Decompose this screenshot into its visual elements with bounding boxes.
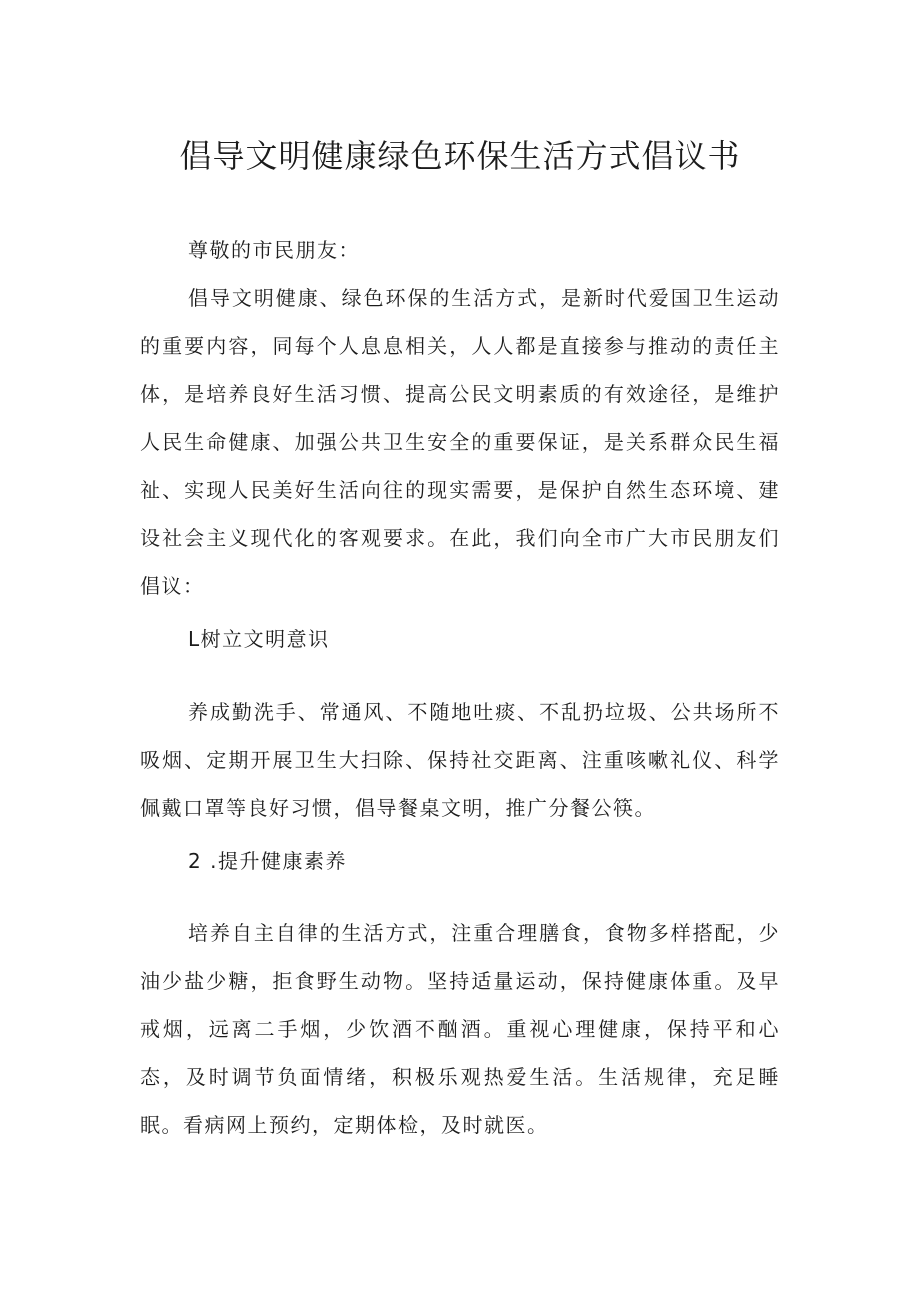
document-title: 倡导文明健康绿色环保生活方式倡议书 [179,137,741,175]
intro-paragraph: 倡导文明健康、绿色环保的生活方式，是新时代爱国卫生运动的重要内容，同每个人息息相关，人人都是直接参与推动的责任主体，是培养良好生活习惯、提高公民文明素质的有效途径，是维护人民生命健康、加强公共卫生安全的重要保证，是关系群众民生福祉、实现人民美好生活向往的现实需要，是保护自然生态环境、建设社会主义现代化的客观要求。在此，我们向全市广大市民朋友们倡议： [140,286,780,598]
section-heading-1: L树立文明意识 [188,627,330,651]
section-body-2: 培养自主自律的生活方式，注重合理膳食，食物多样搭配，少油少盐少糖，拒食野生动物。坚持适量运动，保持健康体重。及早戒烟，远离二手烟，少饮酒不酗酒。重视心理健康，保持平和心态，及时调节负面情绪，积极乐观热爱生活。生活规律，充足睡眠。看病网上预约，定期体检，及时就医。 [140,921,780,1137]
section-heading-2: 2 .提升健康素养 [188,849,347,873]
section-body-1: 养成勤洗手、常通风、不随地吐痰、不乱扔垃圾、公共场所不吸烟、定期开展卫生大扫除、保持社交距离、注重咳嗽礼仪、科学佩戴口罩等良好习惯，倡导餐桌文明，推广分餐公筷。 [140,700,780,820]
salutation: 尊敬的市民朋友： [188,238,360,262]
